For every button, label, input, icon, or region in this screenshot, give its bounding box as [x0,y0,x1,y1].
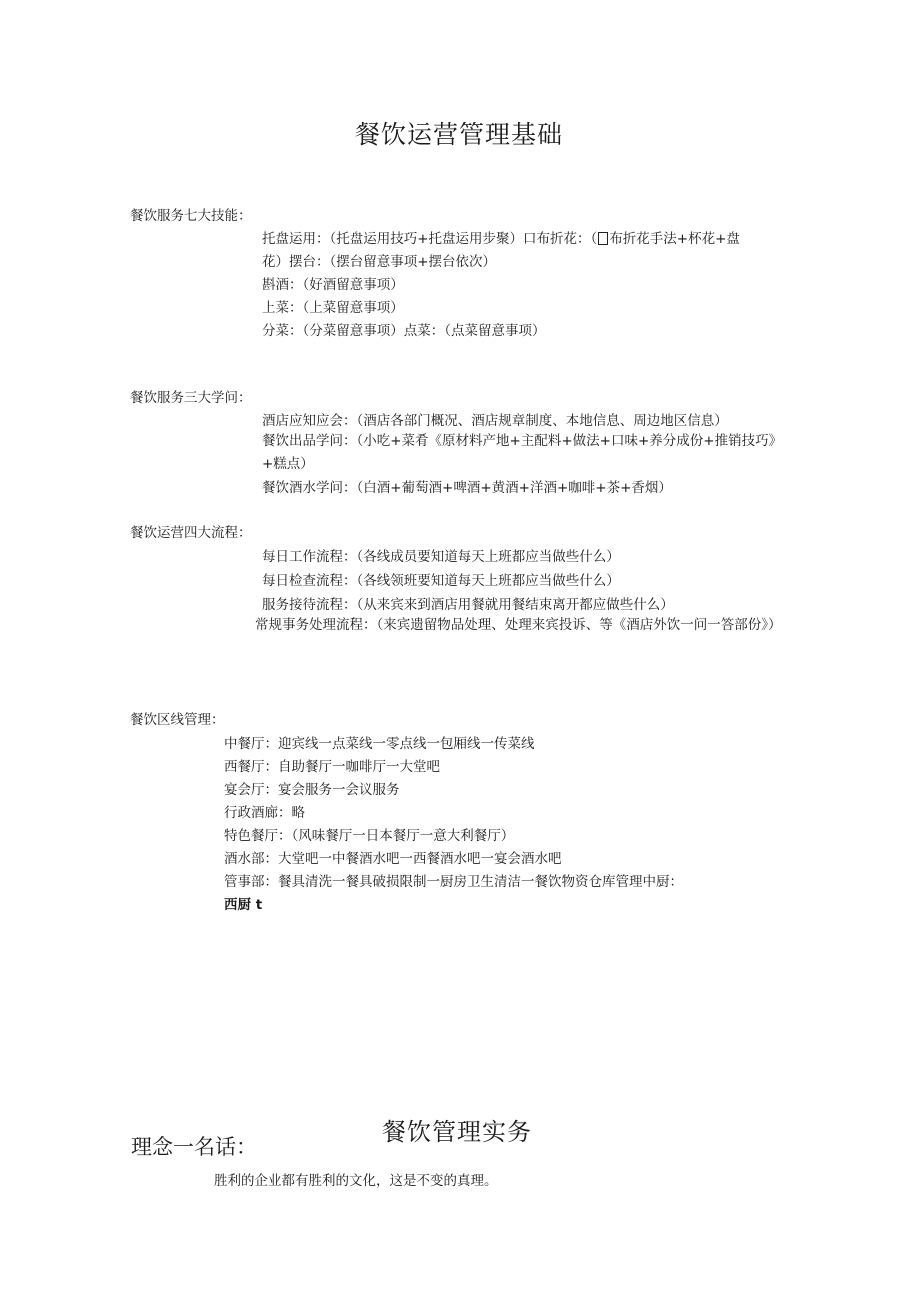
zone-line-6: 酒水部：大堂吧一中餐酒水吧一西餐酒水吧一宴会酒水吧 [224,851,562,867]
process-line-1: 每日工作流程：（各线成员要知道每天上班都应当做些什么） [262,549,620,565]
section-heading-zone-management: 餐饮区线管理： [130,712,225,728]
section-heading-seven-skills: 餐饮服务七大技能： [130,208,252,224]
section-heading-three-knowledge: 餐饮服务三大学问： [130,390,252,406]
skills-line-5: 分菜：（分菜留意事项）点菜：（点菜留意事项） [262,323,546,339]
process-line-2: 每日检查流程：（各线领班要知道每天上班都应当做些什么） [262,573,620,589]
section-heading-four-processes: 餐饮运营四大流程： [130,525,252,541]
section-heading-philosophy: 理念一名话： [131,1135,257,1159]
zone-line-5: 特色餐厅：（风味餐厅一日本餐厅一意大利餐厅） [224,828,515,844]
knowledge-line-1: 酒店应知应会：（酒店各部门概况、酒店规章制度、本地信息、周边地区信息） [262,413,728,429]
skills-line-2: 花）摆台：（摆台留意事项+摆台依次） [262,254,497,270]
philosophy-line-1: 胜利的企业都有胜利的文化，这是不变的真理。 [214,1173,498,1189]
process-line-3: 服务接待流程：（从来宾来到酒店用餐就用餐结束离开都应做些什么） [262,597,674,613]
knowledge-line-3: 餐饮酒水学问：（白酒+葡萄酒+啤酒+黄酒+洋酒+咖啡+茶+香烟） [262,480,672,496]
skills-line-1-text: 托盘运用：（托盘运用技巧+托盘运用步聚）口布折花：（ [262,231,598,247]
skills-line-1 [262,227,740,247]
zone-line-4: 行政酒廊：略 [224,805,305,821]
zone-line-2: 西餐厅：自助餐厅一咖啡厅一大堂吧 [224,759,440,775]
section-title-management-practice: 餐饮管理实务 [382,1118,532,1146]
zone-line-3: 宴会厅：宴会服务一会议服务 [224,782,400,798]
knowledge-line-2: 餐饮出品学问：（小吃+菜肴《原材料产地+主配料+做法+口味+养分成份+推销技巧》+糕点） [262,433,783,472]
process-line-4: 常规事务处理流程：（来宾遗留物品处理、处理来宾投诉、等《酒店外饮一问一答部份》） [255,617,782,633]
skills-line-1-tail: 布折花手法+杯花+盘 [609,231,740,247]
zone-line-8: 西厨 t [224,897,263,913]
zone-line-7: 管事部：餐具清洗一餐具破损限制一厨房卫生清洁一餐饮物资仓库管理中厨： [224,874,683,890]
skills-line-3: 斟酒：（好酒留意事项） [262,277,404,293]
skills-line-4: 上菜：（上菜留意事项） [262,300,404,316]
document-title: 餐饮运营管理基础 [355,120,564,149]
missing-glyph-box-icon [598,232,608,245]
zone-line-1: 中餐厅：迎宾线一点菜线一零点线一包厢线一传菜线 [224,736,535,752]
